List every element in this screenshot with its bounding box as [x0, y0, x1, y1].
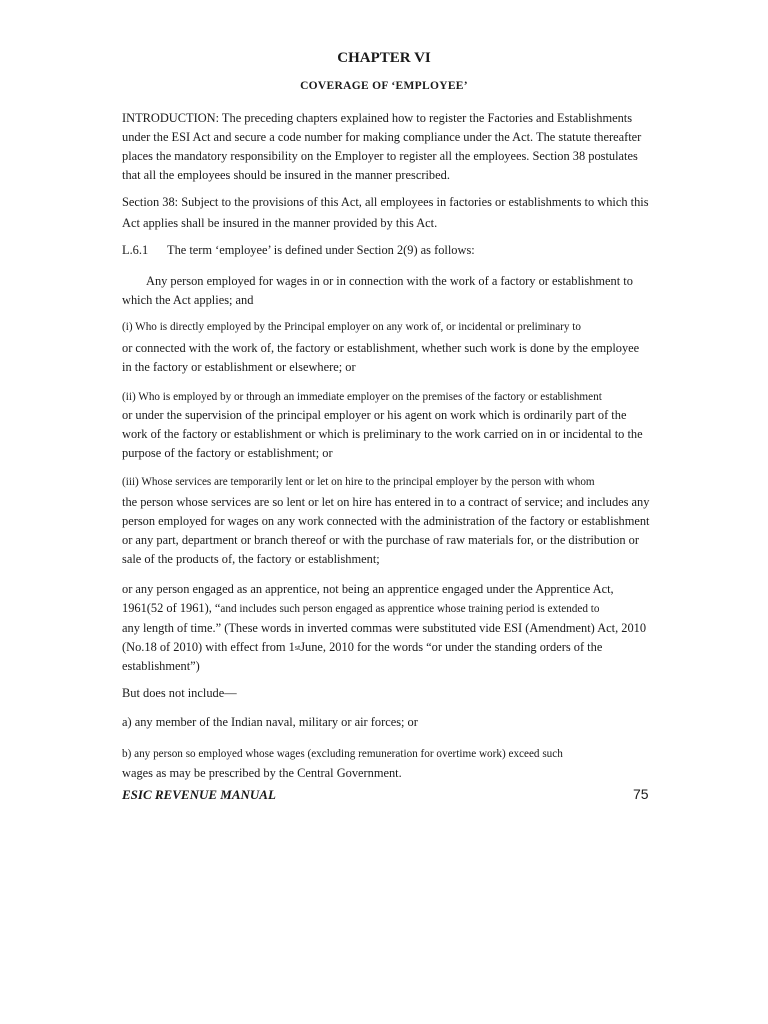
- exclusions-heading: But does not include—: [122, 686, 237, 700]
- definition-line: Any person employed for wages in or in connection with the work of a factory or establishment to: [146, 274, 633, 288]
- clause-iii-line: person employed for wages on any work connected with the administration of the factory or establishment: [122, 514, 650, 528]
- l61-text: The term ‘employee’ is defined under Section 2(9) as follows:: [167, 243, 475, 257]
- intro-line: under the ESI Act and secure a code number for making compliance under the Act. The statute thereafter: [122, 130, 642, 144]
- clause-iii-line: sale of the products of, the factory or establishment;: [122, 552, 380, 566]
- exclusion-item-b-line: wages as may be prescribed by the Central Government.: [122, 766, 402, 780]
- section38-line: Act applies shall be insured in the manner provided by this Act.: [122, 216, 438, 230]
- apprentice-line: 1961(52 of 1961), “and includes such person engaged as apprentice whose training period is extended to: [122, 601, 600, 615]
- clause-ii-line: work of the factory or establishment or which is preliminary to the work carried on in or incidental to the: [122, 427, 643, 441]
- chapter-title: CHAPTER VI: [337, 50, 431, 66]
- definition-line: which the Act applies; and: [122, 293, 254, 307]
- exclusion-item-b-head: b) any person so employed whose wages (excluding remuneration for overtime work) exceed such: [122, 748, 563, 760]
- clause-i-line: or connected with the work of, the factory or establishment, whether such work is done by the employee: [122, 341, 640, 355]
- footer-manual-title: ESIC REVENUE MANUAL: [122, 787, 276, 802]
- apprentice-line: establishment”): [122, 659, 200, 673]
- exclusion-item-a: a) any member of the Indian naval, military or air forces; or: [122, 715, 418, 729]
- clause-iii-head: (iii) Whose services are temporarily lent or let on hire to the principal employer by the person with whom: [122, 476, 595, 488]
- apprentice-line: or any person engaged as an apprentice, not being an apprentice engaged under the Apprentice Act,: [122, 582, 614, 596]
- page-number: 75: [633, 786, 649, 802]
- apprentice-line: (No.18 of 2010) with effect from 1stJune, 2010 for the words “or under the standing orders of the: [122, 640, 603, 654]
- clause-ii-head: (ii) Who is employed by or through an immediate employer on the premises of the factory or establishment: [122, 391, 602, 403]
- clause-i-head: (i) Who is directly employed by the Principal employer on any work of, or incidental or preliminary to: [122, 321, 581, 333]
- intro-line: INTRODUCTION: The preceding chapters explained how to register the Factories and Establishments: [122, 111, 633, 125]
- intro-line: places the mandatory responsibility on the Employer to register all the employees. Section 38 postulates: [122, 149, 638, 163]
- section38-line: Section 38: Subject to the provisions of this Act, all employees in factories or establishments to which this: [122, 195, 649, 209]
- clause-ii-line: purpose of the factory or establishment; or: [122, 446, 333, 460]
- clause-ii-line: or under the supervision of the principal employer or his agent on work which is ordinarily part of the: [122, 408, 627, 422]
- clause-iii-line: or any part, department or branch thereof or with the purchase of raw materials for, or the distribution or: [122, 533, 639, 547]
- intro-line: that all the employees should be insured in the manner prescribed.: [122, 168, 450, 182]
- clause-i-line: in the factory or establishment or elsewhere; or: [122, 360, 356, 374]
- l61-number: L.6.1: [122, 243, 149, 257]
- apprentice-line: any length of time.” (These words in inverted commas were substituted vide ESI (Amendment) Act, 2010: [122, 621, 647, 635]
- clause-iii-line: the person whose services are so lent or let on hire has entered in to a contract of service; and includes any: [122, 495, 650, 509]
- chapter-subtitle: COVERAGE OF ‘EMPLOYEE’: [300, 80, 468, 92]
